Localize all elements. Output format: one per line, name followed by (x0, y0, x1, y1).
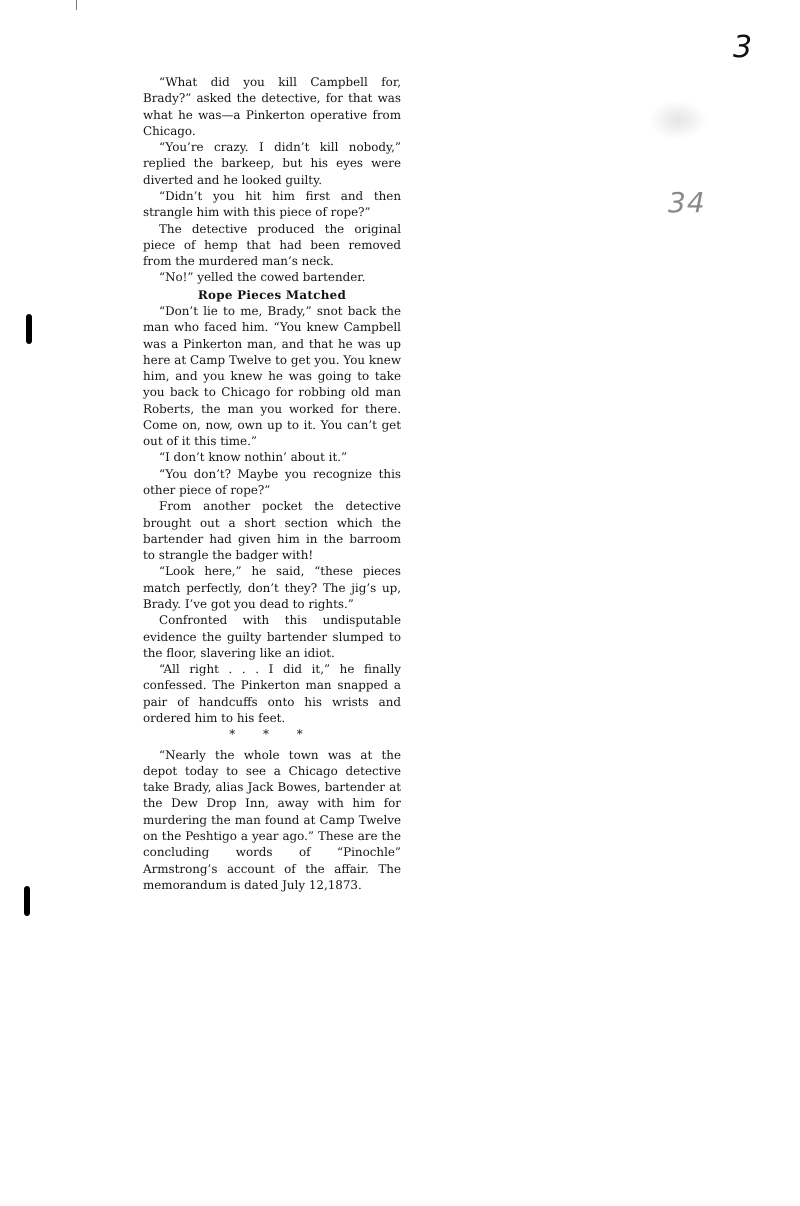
paragraph: “All right . . . I did it,” he finally confessed. The Pinkerton man snapped a pair of handcuffs onto his wrists and ordered him to his feet. (143, 662, 401, 725)
paragraph: From another pocket the detective brought out a short section which the bartender had given him in the barroom to strangle the badger with! (143, 499, 401, 563)
paragraph: Confronted with this undisputable evidence the guilty bartender slumped to the floor, slavering like an idiot. (143, 613, 401, 660)
paragraph: “Didn’t you hit him first and then strangle him with this piece of rope?” (143, 188, 401, 220)
paragraph: “You don’t? Maybe you recognize this other piece of rope?” (143, 466, 401, 498)
paragraph: “You’re crazy. I didn’t kill nobody,” replied the barkeep, but his eyes were diverted and he looked guilty. (143, 140, 401, 187)
pencil-smudge (648, 100, 708, 140)
paragraph: The detective produced the original piece of hemp that had been removed from the murdered man’s neck. (143, 221, 401, 269)
margin-note: 34 (668, 186, 706, 219)
section-separator: * * * (229, 727, 315, 742)
top-edge-mark (76, 0, 77, 10)
paragraph: “Look here,” he said, “these pieces match perfectly, don’t they? The jig’s up, Brady. I’ve got you dead to rights.” (143, 564, 401, 611)
newspaper-clipping (143, 74, 401, 893)
paragraph: “What did you kill Campbell for, Brady?” asked the detective, for that was what he was—a Pinkerton operative from Chicago. (143, 75, 401, 138)
binder-hole-mark-upper (26, 314, 32, 344)
paragraph: “No!” yelled the cowed bartender. (159, 270, 366, 285)
page-number: 3 (733, 30, 753, 65)
paragraph: “Nearly the whole town was at the depot today to see a Chicago detective take Brady, alias Jack Bowes, bartender at the Dew Drop Inn, away with him for murdering the man found at Camp Twelve on the Peshtigo a year ago.” These are the concluding words of “Pinochle” Armstrong’s account of the affair. The memorandum is dated July 12,1873. (143, 747, 401, 892)
paragraph: “I don’t know nothin’ about it.” (159, 450, 348, 465)
subheading: Rope Pieces Matched (197, 287, 347, 302)
paragraph: “Don’t lie to me, Brady,” snot back the man who faced him. “You knew Campbell was a Pinkerton man, and that he was up here at Camp Twelve to get you. You knew him, and you knew he was going to take you back to Chicago for robbing old man Roberts, the man you worked for there. Come on, now, own up to it. You can’t get out of it this time.” (143, 303, 401, 449)
binder-hole-mark-lower (24, 886, 30, 916)
